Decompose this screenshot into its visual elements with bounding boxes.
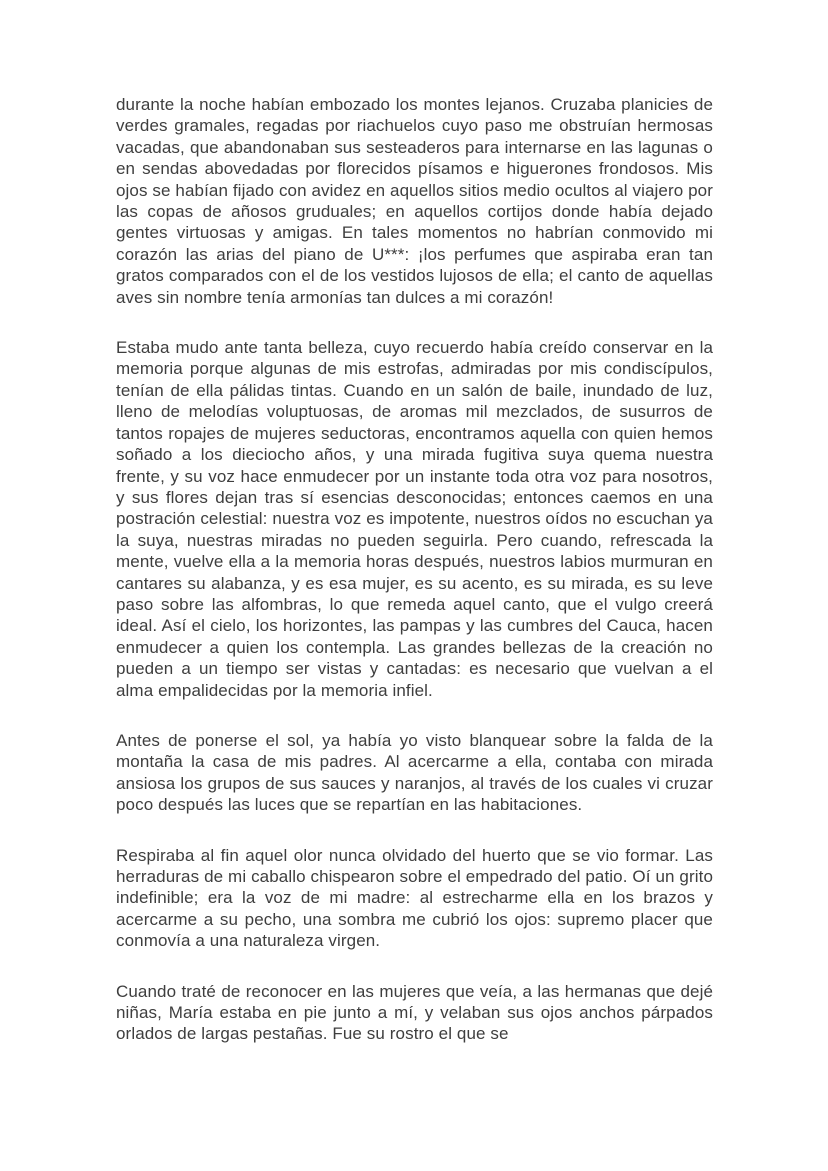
paragraph: Antes de ponerse el sol, ya había yo visto blanquear sobre la falda de la montaña la casa de mis padres. Al acercarme a ella, contaba con mirada ansiosa los grupos de sus sauces y naranjos, al través de los cuales vi cruzar poco después las luces que se repartían en las habitaciones.	[116, 730, 713, 815]
page-text-block	[116, 94, 713, 1045]
paragraph: Estaba mudo ante tanta belleza, cuyo recuerdo había creído conservar en la memoria porque algunas de mis estrofas, admiradas por mis condiscípulos, tenían de ella pálidas tintas. Cuando en un salón de baile, inundado de luz, lleno de melodías voluptuosas, de aromas mil mezclados, de susurros de tantos ropajes de mujeres seductoras, encontramos aquella con quien hemos soñado a los dieciocho años, y una mirada fugitiva suya quema nuestra frente, y su voz hace enmudecer por un instante toda otra voz para nosotros, y sus flores dejan tras sí esencias desconocidas; entonces caemos en una postración celestial: nuestra voz es impotente, nuestros oídos no escuchan ya la suya, nuestras miradas no pueden seguirla. Pero cuando, refrescada la mente, vuelve ella a la memoria horas después, nuestros labios murmuran en cantares su alabanza, y es esa mujer, es su acento, es su mirada, es su leve paso sobre las alfombras, lo que remeda aquel canto, que el vulgo creerá ideal. Así el cielo, los horizontes, las pampas y las cumbres del Cauca, hacen enmudecer a quien los contempla. Las grandes bellezas de la creación no pueden a un tiempo ser vistas y cantadas: es necesario que vuelvan a el alma empalidecidas por la memoria infiel.	[116, 338, 713, 700]
paragraph: Respiraba al fin aquel olor nunca olvidado del huerto que se vio formar. Las herraduras de mi caballo chispearon sobre el empedrado del patio. Oí un grito indefinible; era la voz de mi madre: al estrecharme ella en los brazos y acercarme a su pecho, una sombra me cubrió los ojos: supremo placer que conmovía a una naturaleza virgen.	[116, 845, 713, 951]
paragraph: durante la noche habían embozado los montes lejanos. Cruzaba planicies de verdes gramales, regadas por riachuelos cuyo paso me obstruían hermosas vacadas, que abandonaban sus sesteaderos para internarse en las lagunas o en sendas abovedadas por florecidos písamos e higuerones frondosos. Mis ojos se habían fijado con avidez en aquellos sitios medio ocultos al viajero por las copas de añosos gruduales; en aquellos cortijos donde había dejado gentes virtuosas y amigas. En tales momentos no habrían conmovido mi corazón las arias del piano de U***: ¡los perfumes que aspiraba eran tan gratos comparados con el de los vestidos lujosos de ella; el canto de aquellas aves sin nombre tenía armonías tan dulces a mi corazón!	[116, 95, 713, 307]
paragraph: Cuando traté de reconocer en las mujeres que veía, a las hermanas que dejé niñas, María estaba en pie junto a mí, y velaban sus ojos anchos párpados orlados de largas pestañas. Fue su rostro el que se	[116, 981, 713, 1044]
